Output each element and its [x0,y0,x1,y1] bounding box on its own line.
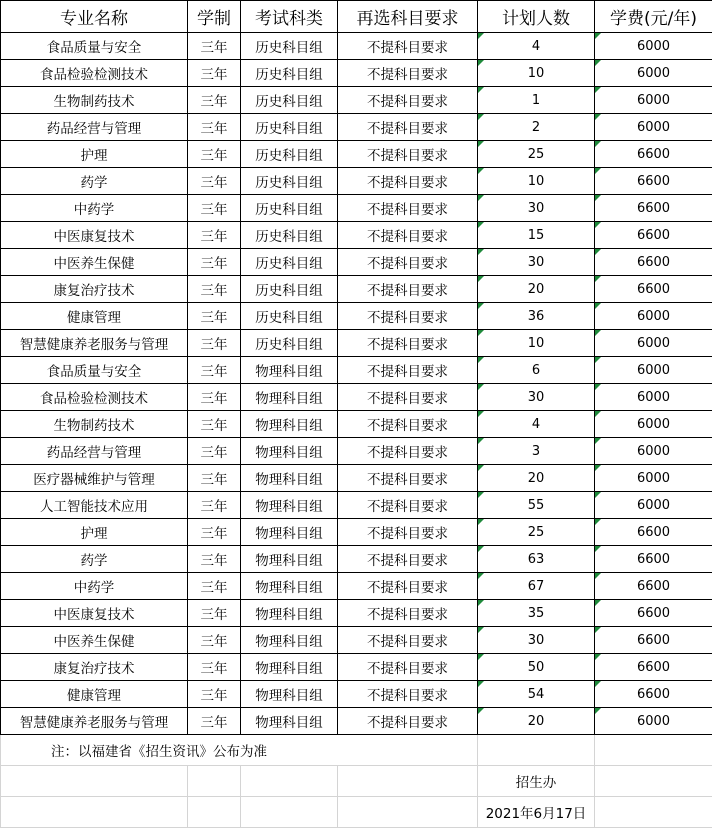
table-row [1,681,712,708]
cell-duration: 三年 [188,330,241,357]
cell-exam-category: 历史科目组 [241,114,338,141]
cell-major: 护理 [1,519,188,546]
empty-cell [595,766,712,797]
cell-duration: 三年 [188,654,241,681]
cell-planned-count: 2 [478,114,595,141]
cell-planned-count: 30 [478,627,595,654]
cell-planned-count: 50 [478,654,595,681]
cell-duration: 三年 [188,600,241,627]
cell-duration: 三年 [188,222,241,249]
cell-subject-requirement: 不提科目要求 [338,141,478,168]
cell-subject-requirement: 不提科目要求 [338,681,478,708]
cell-exam-category: 物理科目组 [241,492,338,519]
cell-tuition: 6600 [595,195,712,222]
cell-duration: 三年 [188,438,241,465]
empty-cell [338,766,478,797]
cell-subject-requirement: 不提科目要求 [338,465,478,492]
cell-planned-count: 15 [478,222,595,249]
table-row [1,654,712,681]
cell-subject-requirement: 不提科目要求 [338,276,478,303]
cell-major: 食品质量与安全 [1,33,188,60]
cell-exam-category: 物理科目组 [241,708,338,735]
table-row [1,573,712,600]
table-row [1,276,712,303]
table-row [1,141,712,168]
cell-tuition: 6000 [595,114,712,141]
cell-tuition: 6600 [595,249,712,276]
cell-duration: 三年 [188,195,241,222]
cell-subject-requirement: 不提科目要求 [338,60,478,87]
cell-tuition: 6000 [595,384,712,411]
empty-cell [1,766,188,797]
table-row [1,411,712,438]
cell-planned-count: 30 [478,249,595,276]
cell-subject-requirement: 不提科目要求 [338,114,478,141]
table-row [1,600,712,627]
cell-major: 食品质量与安全 [1,357,188,384]
cell-exam-category: 物理科目组 [241,519,338,546]
cell-subject-requirement: 不提科目要求 [338,168,478,195]
cell-major: 药学 [1,546,188,573]
cell-planned-count: 3 [478,438,595,465]
cell-planned-count: 10 [478,60,595,87]
table-row [1,249,712,276]
cell-duration: 三年 [188,573,241,600]
cell-duration: 三年 [188,492,241,519]
cell-tuition: 6000 [595,708,712,735]
cell-exam-category: 历史科目组 [241,33,338,60]
empty-cell [188,766,241,797]
cell-exam-category: 历史科目组 [241,330,338,357]
cell-planned-count: 63 [478,546,595,573]
table-row [1,465,712,492]
table-row [1,87,712,114]
cell-tuition: 6600 [595,222,712,249]
cell-exam-category: 物理科目组 [241,654,338,681]
cell-subject-requirement: 不提科目要求 [338,195,478,222]
cell-exam-category: 历史科目组 [241,87,338,114]
cell-subject-requirement: 不提科目要求 [338,303,478,330]
empty-cell [478,735,595,766]
empty-cell [595,735,712,766]
cell-major: 食品检验检测技术 [1,384,188,411]
table-row [1,519,712,546]
cell-exam-category: 历史科目组 [241,195,338,222]
table-row [1,303,712,330]
cell-exam-category: 历史科目组 [241,249,338,276]
cell-exam-category: 历史科目组 [241,60,338,87]
footer-note: 注：以福建省《招生资讯》公布为准 [1,735,478,766]
header-row [1,1,712,33]
cell-planned-count: 20 [478,276,595,303]
cell-duration: 三年 [188,519,241,546]
cell-tuition: 6600 [595,546,712,573]
cell-exam-category: 物理科目组 [241,546,338,573]
cell-subject-requirement: 不提科目要求 [338,87,478,114]
cell-major: 护理 [1,141,188,168]
table-row [1,330,712,357]
cell-subject-requirement: 不提科目要求 [338,438,478,465]
footer-office: 招生办 [478,766,595,797]
cell-planned-count: 20 [478,708,595,735]
cell-subject-requirement: 不提科目要求 [338,708,478,735]
cell-planned-count: 36 [478,303,595,330]
cell-major: 食品检验检测技术 [1,60,188,87]
empty-cell [595,797,712,828]
cell-exam-category: 物理科目组 [241,627,338,654]
cell-major: 康复治疗技术 [1,276,188,303]
cell-duration: 三年 [188,141,241,168]
cell-tuition: 6000 [595,465,712,492]
cell-exam-category: 物理科目组 [241,573,338,600]
footer-note-row [1,735,712,766]
cell-planned-count: 6 [478,357,595,384]
cell-exam-category: 物理科目组 [241,465,338,492]
empty-cell [338,797,478,828]
cell-subject-requirement: 不提科目要求 [338,627,478,654]
cell-planned-count: 55 [478,492,595,519]
cell-duration: 三年 [188,357,241,384]
cell-duration: 三年 [188,33,241,60]
cell-major: 人工智能技术应用 [1,492,188,519]
cell-tuition: 6600 [595,627,712,654]
cell-duration: 三年 [188,681,241,708]
cell-exam-category: 物理科目组 [241,357,338,384]
cell-planned-count: 30 [478,195,595,222]
cell-planned-count: 1 [478,87,595,114]
cell-major: 医疗器械维护与管理 [1,465,188,492]
cell-subject-requirement: 不提科目要求 [338,384,478,411]
cell-tuition: 6600 [595,168,712,195]
cell-planned-count: 25 [478,141,595,168]
cell-planned-count: 10 [478,168,595,195]
table-row [1,627,712,654]
cell-planned-count: 54 [478,681,595,708]
cell-tuition: 6000 [595,60,712,87]
cell-exam-category: 物理科目组 [241,411,338,438]
cell-tuition: 6600 [595,573,712,600]
cell-duration: 三年 [188,384,241,411]
cell-duration: 三年 [188,60,241,87]
cell-duration: 三年 [188,465,241,492]
cell-planned-count: 4 [478,411,595,438]
cell-duration: 三年 [188,87,241,114]
cell-subject-requirement: 不提科目要求 [338,600,478,627]
cell-subject-requirement: 不提科目要求 [338,519,478,546]
cell-tuition: 6600 [595,681,712,708]
table-row [1,195,712,222]
cell-tuition: 6000 [595,438,712,465]
cell-tuition: 6000 [595,33,712,60]
header-subject-requirement: 再选科目要求 [338,1,478,33]
table-row [1,168,712,195]
empty-cell [188,797,241,828]
cell-subject-requirement: 不提科目要求 [338,654,478,681]
cell-planned-count: 25 [478,519,595,546]
cell-duration: 三年 [188,627,241,654]
cell-major: 中医养生保健 [1,627,188,654]
cell-duration: 三年 [188,708,241,735]
cell-major: 中药学 [1,195,188,222]
table-row [1,60,712,87]
header-duration: 学制 [188,1,241,33]
footer-date-row [1,797,712,828]
table-row [1,222,712,249]
cell-exam-category: 历史科目组 [241,276,338,303]
cell-duration: 三年 [188,168,241,195]
cell-subject-requirement: 不提科目要求 [338,573,478,600]
cell-duration: 三年 [188,276,241,303]
footer-date: 2021年6月17日 [478,797,595,828]
cell-major: 中医康复技术 [1,222,188,249]
cell-exam-category: 物理科目组 [241,384,338,411]
cell-major: 药品经营与管理 [1,114,188,141]
table-row [1,33,712,60]
header-tuition: 学费(元/年) [595,1,712,33]
cell-planned-count: 10 [478,330,595,357]
cell-major: 药品经营与管理 [1,438,188,465]
cell-major: 健康管理 [1,303,188,330]
table-row [1,708,712,735]
cell-planned-count: 67 [478,573,595,600]
footer-office-row [1,766,712,797]
cell-subject-requirement: 不提科目要求 [338,330,478,357]
cell-subject-requirement: 不提科目要求 [338,33,478,60]
cell-subject-requirement: 不提科目要求 [338,411,478,438]
cell-tuition: 6000 [595,303,712,330]
cell-subject-requirement: 不提科目要求 [338,546,478,573]
cell-major: 中医养生保健 [1,249,188,276]
cell-exam-category: 历史科目组 [241,303,338,330]
cell-major: 生物制药技术 [1,87,188,114]
cell-tuition: 6000 [595,357,712,384]
cell-duration: 三年 [188,249,241,276]
table-row [1,438,712,465]
empty-cell [241,766,338,797]
cell-major: 康复治疗技术 [1,654,188,681]
table-row [1,357,712,384]
cell-duration: 三年 [188,411,241,438]
header-exam-category: 考试科类 [241,1,338,33]
header-planned-count: 计划人数 [478,1,595,33]
cell-planned-count: 30 [478,384,595,411]
cell-planned-count: 20 [478,465,595,492]
table-row [1,492,712,519]
cell-subject-requirement: 不提科目要求 [338,357,478,384]
cell-exam-category: 历史科目组 [241,141,338,168]
cell-tuition: 6000 [595,330,712,357]
cell-subject-requirement: 不提科目要求 [338,249,478,276]
cell-major: 智慧健康养老服务与管理 [1,708,188,735]
cell-tuition: 6000 [595,492,712,519]
cell-exam-category: 物理科目组 [241,681,338,708]
cell-major: 中医康复技术 [1,600,188,627]
cell-planned-count: 4 [478,33,595,60]
table-row [1,114,712,141]
cell-subject-requirement: 不提科目要求 [338,492,478,519]
cell-exam-category: 物理科目组 [241,438,338,465]
table-row [1,546,712,573]
cell-duration: 三年 [188,303,241,330]
cell-duration: 三年 [188,546,241,573]
header-major: 专业名称 [1,1,188,33]
cell-exam-category: 历史科目组 [241,222,338,249]
cell-planned-count: 35 [478,600,595,627]
cell-tuition: 6600 [595,654,712,681]
cell-duration: 三年 [188,114,241,141]
cell-major: 智慧健康养老服务与管理 [1,330,188,357]
empty-cell [1,797,188,828]
cell-exam-category: 历史科目组 [241,168,338,195]
cell-major: 生物制药技术 [1,411,188,438]
cell-exam-category: 物理科目组 [241,600,338,627]
cell-major: 健康管理 [1,681,188,708]
table-row [1,384,712,411]
cell-tuition: 6000 [595,87,712,114]
empty-cell [241,797,338,828]
cell-subject-requirement: 不提科目要求 [338,222,478,249]
cell-tuition: 6600 [595,276,712,303]
cell-tuition: 6600 [595,141,712,168]
cell-major: 药学 [1,168,188,195]
cell-tuition: 6600 [595,519,712,546]
cell-major: 中药学 [1,573,188,600]
cell-tuition: 6000 [595,411,712,438]
cell-tuition: 6600 [595,600,712,627]
